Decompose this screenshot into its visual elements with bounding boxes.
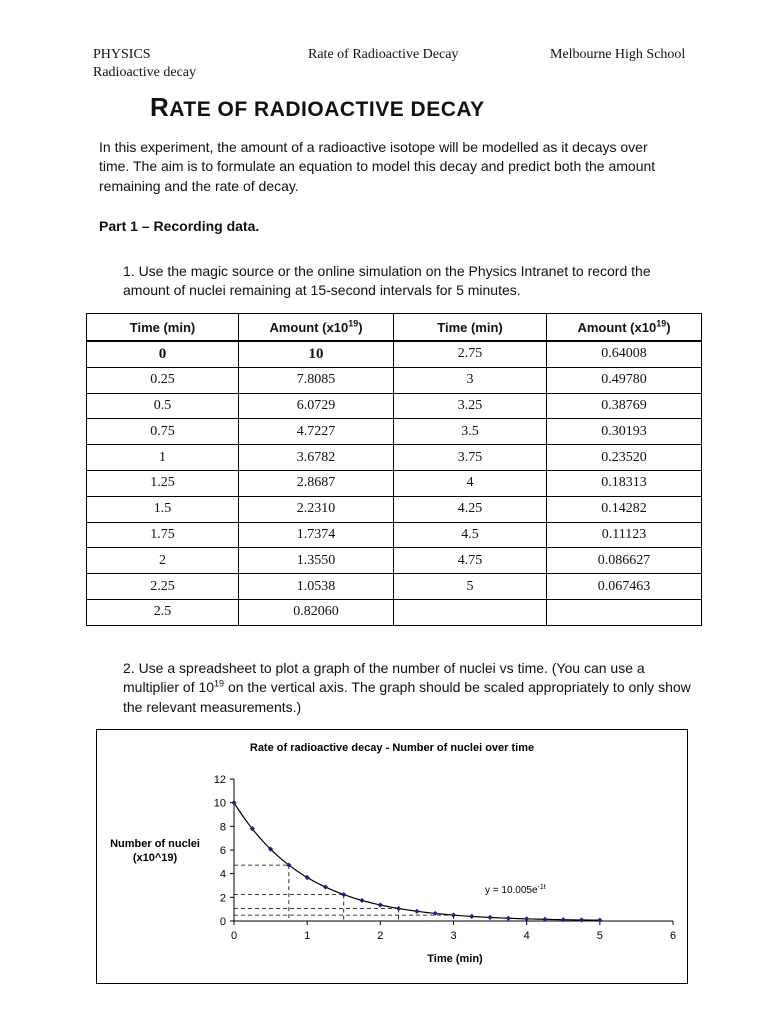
- amount-cell: 1.7374: [239, 522, 394, 548]
- header-time-2: Time (min): [394, 314, 547, 342]
- chart-title: Rate of radioactive decay - Number of nuclei over time: [249, 742, 535, 754]
- table-row: [87, 367, 702, 393]
- amount-cell: 0.11123: [547, 522, 702, 548]
- data-table: [86, 313, 702, 626]
- x-tick-label: 0: [230, 930, 238, 942]
- y-axis-label: Number of nuclei: [110, 838, 200, 850]
- table-row: [87, 496, 702, 522]
- amount-cell: 4.7227: [239, 419, 394, 445]
- intro-paragraph: In this experiment, the amount of a radioactive isotope will be modelled as it decays over time. The aim is to formulate an equation to model this decay and predict both the amount remaining and the rate of decay.: [99, 139, 656, 194]
- y-axis-label-unit: (x10^19): [132, 852, 178, 864]
- time-cell: 1.5: [87, 496, 239, 522]
- time-cell: 4: [394, 470, 547, 496]
- time-cell: 2.5: [87, 599, 239, 625]
- table-row: [87, 574, 702, 600]
- data-point: [414, 909, 419, 914]
- table-row: [87, 548, 702, 574]
- x-tick-label: 2: [377, 930, 384, 942]
- x-tick-label: 1: [304, 930, 311, 942]
- time-cell: 0.5: [87, 393, 239, 419]
- header-amount-2: Amount $(x10^{19})$: [547, 314, 702, 342]
- table-header-row: [87, 314, 702, 342]
- time-cell: 0: [87, 341, 239, 367]
- header-subtitle: Radioactive decay: [93, 65, 197, 80]
- time-cell: 3.25: [394, 393, 547, 419]
- data-point: [487, 915, 492, 920]
- time-cell: 3.75: [394, 445, 547, 471]
- amount-cell: 0.82060: [239, 599, 394, 625]
- amount-cell: 6.0729: [239, 393, 394, 419]
- time-cell: 1: [87, 445, 239, 471]
- table-row: [87, 393, 702, 419]
- amount-cell: 0.086627: [547, 548, 702, 574]
- x-tick-label: 6: [669, 930, 677, 942]
- y-tick-label: 4: [219, 868, 226, 881]
- time-cell: 1.75: [87, 522, 239, 548]
- y-tick-label: 8: [219, 821, 226, 834]
- amount-cell: 0.38769: [547, 393, 702, 419]
- time-cell: 3.5: [394, 419, 547, 445]
- time-cell: 2.25: [87, 574, 239, 600]
- amount-cell: [547, 599, 702, 625]
- amount-cell: 0.14282: [547, 496, 702, 522]
- step2-instructions: 2. Use a spreadsheet to plot a graph of the number of nuclei vs time. (You can use a multiplier of $10^{19}$ on the vertical axis. The graph should be scaled appropriately to only show the relevant measurements.): [123, 660, 691, 715]
- chart-canvas: [97, 730, 687, 983]
- table-row: [87, 599, 702, 625]
- x-tick-label: 4: [523, 930, 530, 942]
- data-point: [579, 917, 584, 922]
- amount-cell: 0.23520: [547, 445, 702, 471]
- data-point: [561, 917, 566, 922]
- data-point: [378, 902, 383, 907]
- amount-cell: 10: [239, 341, 394, 367]
- amount-cell: 0.067463: [547, 574, 702, 600]
- time-cell: 4.75: [394, 548, 547, 574]
- table-row: [87, 522, 702, 548]
- x-axis-label: Time (min): [427, 953, 483, 965]
- part1-heading: Part 1 – Recording data.: [99, 218, 260, 234]
- y-tick-label: 10: [213, 797, 226, 810]
- data-point: [506, 916, 511, 921]
- time-cell: 4.25: [394, 496, 547, 522]
- amount-cell: 0.49780: [547, 367, 702, 393]
- data-point: [323, 884, 328, 889]
- y-tick-label: 12: [213, 774, 226, 786]
- x-tick-label: 5: [596, 930, 603, 942]
- table-row: [87, 341, 702, 367]
- table-row: [87, 419, 702, 445]
- time-cell: [394, 599, 547, 625]
- time-cell: 1.25: [87, 470, 239, 496]
- table-row: [87, 445, 702, 471]
- amount-cell: 0.18313: [547, 470, 702, 496]
- data-point: [451, 913, 456, 918]
- amount-cell: 0.30193: [547, 419, 702, 445]
- time-cell: 3: [394, 367, 547, 393]
- time-cell: 2.75: [394, 341, 547, 367]
- data-point: [396, 906, 401, 911]
- y-tick-label: 2: [219, 892, 226, 905]
- time-cell: 0.25: [87, 367, 239, 393]
- amount-cell: 1.3550: [239, 548, 394, 574]
- time-cell: 2: [87, 548, 239, 574]
- header-amount-1: Amount $(x10^{19})$: [239, 314, 394, 342]
- decay-chart: [96, 729, 688, 984]
- page-title: RATE OF RADIOACTIVE DECAY: [150, 92, 485, 122]
- header-subject: PHYSICS: [93, 47, 151, 62]
- table-row: [87, 470, 702, 496]
- trendline-equation: $y = 10.005e^{-1t}$: [485, 884, 546, 896]
- data-point: [597, 918, 602, 923]
- amount-cell: 1.0538: [239, 574, 394, 600]
- header-topic: Rate of Radioactive Decay: [308, 47, 459, 62]
- time-cell: 4.5: [394, 522, 547, 548]
- amount-cell: 3.6782: [239, 445, 394, 471]
- data-point: [341, 892, 346, 897]
- amount-cell: 2.8687: [239, 470, 394, 496]
- time-cell: 0.75: [87, 419, 239, 445]
- amount-cell: 0.64008: [547, 341, 702, 367]
- amount-cell: 2.2310: [239, 496, 394, 522]
- data-point: [359, 898, 364, 903]
- data-point: [469, 914, 474, 919]
- amount-cell: 7.8085: [239, 367, 394, 393]
- x-tick-label: 3: [450, 930, 457, 942]
- y-tick-label: 6: [219, 845, 226, 857]
- time-cell: 5: [394, 574, 547, 600]
- step1-instructions: 1. Use the magic source or the online simulation on the Physics Intranet to record the amount of nuclei remaining at 15-second intervals for 5 minutes.: [123, 263, 651, 299]
- header-school: Melbourne High School: [550, 47, 686, 62]
- header-time-1: Time (min): [87, 314, 239, 342]
- y-tick-label: 0: [219, 916, 226, 928]
